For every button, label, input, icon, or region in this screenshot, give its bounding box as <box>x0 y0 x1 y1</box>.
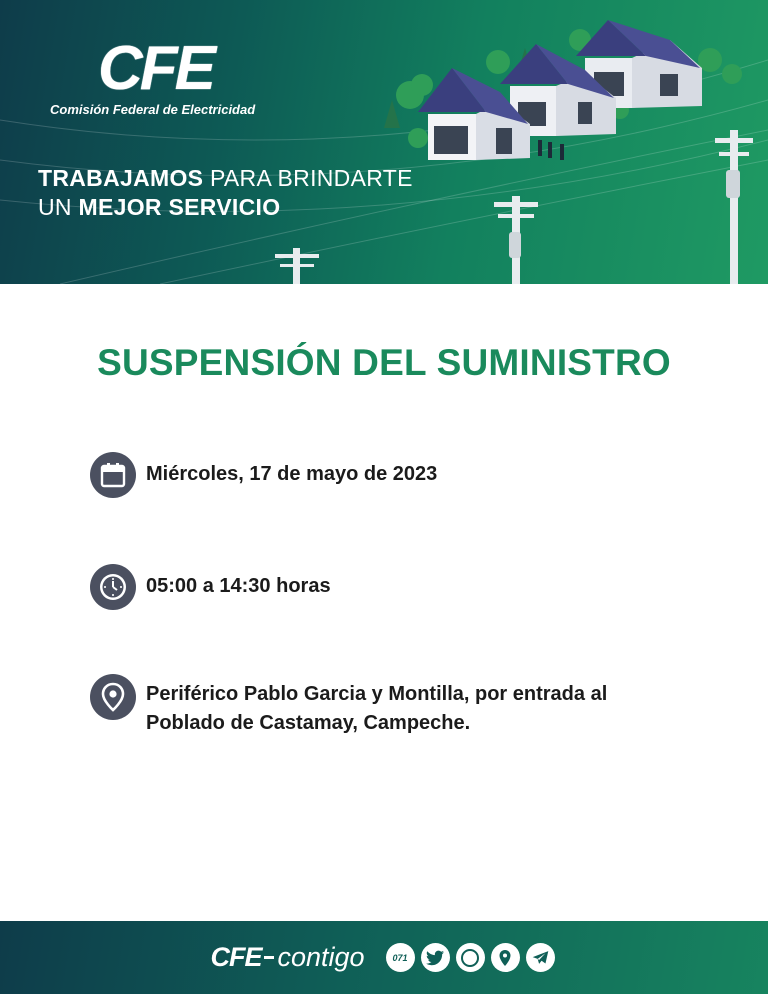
page-title: SUSPENSIÓN DEL SUMINISTRO <box>97 342 671 383</box>
time-text: 05:00 a 14:30 horas <box>146 575 331 597</box>
cfe-logo <box>50 34 270 117</box>
cfe-logo-mark: CFE <box>98 34 213 103</box>
time-row <box>90 564 331 610</box>
cfe-logo-subtitle: Comisión Federal de Electricidad <box>50 102 256 117</box>
footer-brand-contigo: contigo <box>277 942 365 972</box>
date-row <box>90 452 437 498</box>
location-pin-icon <box>90 674 136 720</box>
location-text <box>146 680 607 738</box>
tagline-pre-2: UN <box>38 194 79 220</box>
date-text: Miércoles, 17 de mayo de 2023 <box>146 463 438 485</box>
cfe-app-icon[interactable] <box>456 943 485 972</box>
twitter-icon[interactable] <box>421 943 450 972</box>
phone-071-label: 071 <box>392 952 408 963</box>
tagline-bold-1: TRABAJAMOS <box>38 165 204 191</box>
location-line-2: Poblado de Castamay, Campeche. <box>146 712 471 734</box>
houses-illustration <box>370 10 768 284</box>
utility-pole-small <box>272 244 322 284</box>
clock-icon <box>90 564 136 610</box>
telegram-icon[interactable] <box>526 943 555 972</box>
location-icon[interactable] <box>491 943 520 972</box>
footer-bar <box>0 921 768 994</box>
cfe-contigo-logo <box>210 942 364 973</box>
footer-brand-dash <box>264 956 274 959</box>
location-row <box>90 674 607 738</box>
footer-brand-cfe: CFE <box>210 942 262 972</box>
tagline-bold-2: MEJOR SERVICIO <box>78 194 281 220</box>
banner-tagline <box>38 164 413 222</box>
tagline-rest-1: PARA BRINDARTE <box>203 165 413 191</box>
calendar-icon <box>90 452 136 498</box>
location-line-1: Periférico Pablo Garcia y Montilla, por entrada al <box>146 683 608 705</box>
phone-071-icon[interactable] <box>386 943 415 972</box>
header-banner <box>0 0 768 284</box>
